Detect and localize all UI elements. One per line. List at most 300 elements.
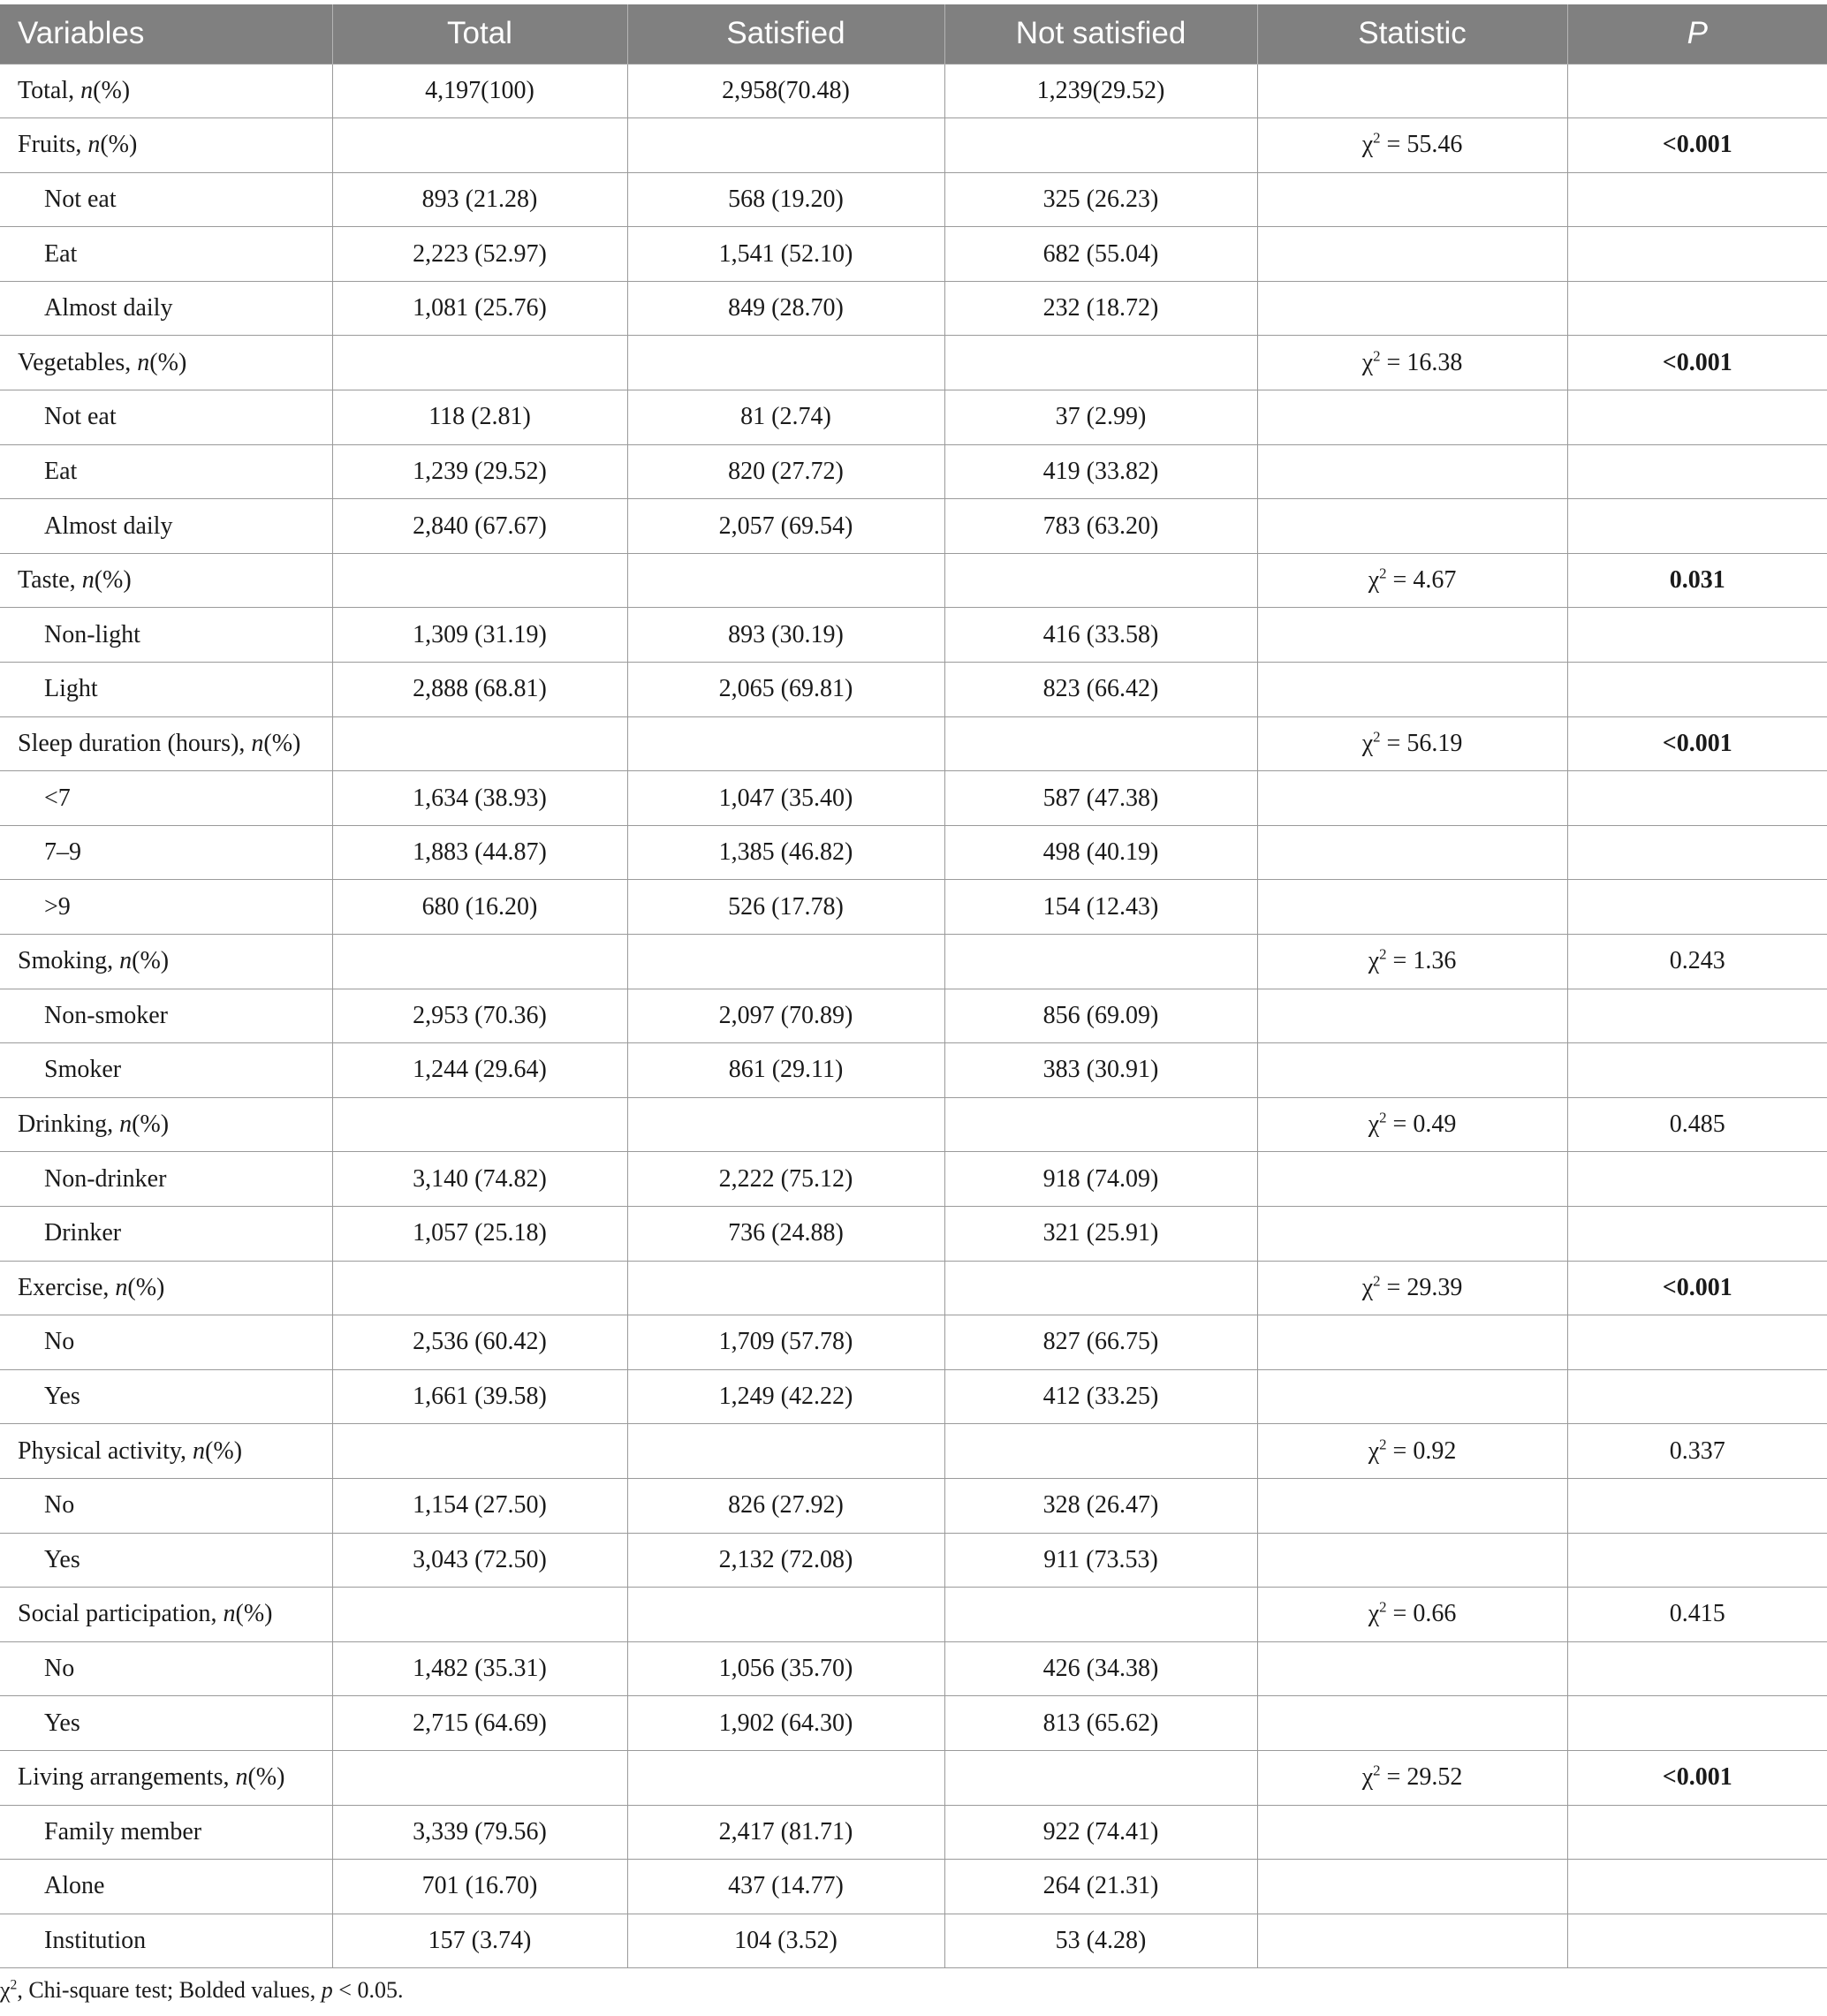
percent-suffix: (%)	[205, 1436, 243, 1465]
cell-statistic	[1257, 1043, 1567, 1098]
cell-satisfied	[627, 118, 944, 173]
cell-not-satisfied: 419 (33.82)	[944, 444, 1257, 499]
cell-statistic	[1257, 553, 1567, 608]
table-row	[0, 663, 1827, 717]
table-row	[0, 1152, 1827, 1207]
cell-p-value: <0.001	[1567, 118, 1827, 173]
variable-label: Alone	[44, 1872, 105, 1900]
cell-p-value: 0.031	[1567, 553, 1827, 608]
cell-total: 1,309 (31.19)	[332, 608, 627, 663]
cell-satisfied: 81 (2.74)	[627, 390, 944, 445]
cell-variable	[0, 1914, 332, 1968]
table-group-row	[0, 716, 1827, 771]
table-row	[0, 281, 1827, 336]
percent-suffix: (%)	[100, 131, 138, 159]
cell-p-value	[1567, 880, 1827, 935]
variable-label: Non-drinker	[44, 1164, 167, 1193]
variable-label: No	[44, 1328, 75, 1356]
header-p: P	[1687, 16, 1708, 51]
cell-satisfied	[627, 716, 944, 771]
equals-sign: =	[1386, 1436, 1414, 1465]
chi-value: 29.39	[1406, 1273, 1463, 1301]
cell-not-satisfied: 37 (2.99)	[944, 390, 1257, 445]
cell-satisfied: 2,417 (81.71)	[627, 1805, 944, 1860]
variable-label: Living arrangements,	[18, 1763, 230, 1792]
cell-total: 680 (16.20)	[332, 880, 627, 935]
cell-variable	[0, 1206, 332, 1261]
cell-total	[332, 1261, 627, 1315]
header-not-satisfied: Not satisfied	[944, 4, 1257, 64]
cell-statistic	[1257, 935, 1567, 989]
cell-p-value	[1567, 771, 1827, 826]
cell-not-satisfied: 412 (33.25)	[944, 1369, 1257, 1424]
cell-variable	[0, 444, 332, 499]
cell-total: 1,661 (39.58)	[332, 1369, 627, 1424]
cell-p-value	[1567, 1206, 1827, 1261]
cell-statistic	[1257, 1315, 1567, 1370]
cell-variable	[0, 1478, 332, 1533]
cell-variable	[0, 989, 332, 1043]
cell-statistic	[1257, 663, 1567, 717]
cell-satisfied: 820 (27.72)	[627, 444, 944, 499]
cell-variable	[0, 1369, 332, 1424]
cell-total: 118 (2.81)	[332, 390, 627, 445]
cell-not-satisfied: 321 (25.91)	[944, 1206, 1257, 1261]
cell-satisfied	[627, 1588, 944, 1642]
chi-value: 16.38	[1406, 348, 1463, 376]
cell-variable	[0, 118, 332, 173]
table-row	[0, 1641, 1827, 1696]
table-group-row	[0, 553, 1827, 608]
chi-exponent: 2	[1373, 130, 1381, 148]
cell-p-value: 0.243	[1567, 935, 1827, 989]
table-row	[0, 1478, 1827, 1533]
cell-not-satisfied: 53 (4.28)	[944, 1914, 1257, 1968]
variable-label: <7	[44, 784, 71, 812]
cell-p-value	[1567, 64, 1827, 118]
cell-p-value: 0.485	[1567, 1097, 1827, 1152]
cell-total: 1,154 (27.50)	[332, 1478, 627, 1533]
variable-label: Exercise,	[18, 1273, 110, 1301]
cell-statistic	[1257, 989, 1567, 1043]
cell-variable	[0, 499, 332, 554]
variable-label: Eat	[44, 239, 78, 268]
cell-p-value	[1567, 608, 1827, 663]
cell-satisfied: 2,057 (69.54)	[627, 499, 944, 554]
cell-not-satisfied	[944, 336, 1257, 390]
cell-variable	[0, 1043, 332, 1098]
cell-not-satisfied: 827 (66.75)	[944, 1315, 1257, 1370]
header-total: Total	[332, 4, 627, 64]
variable-label: Family member	[44, 1817, 202, 1845]
cell-variable	[0, 172, 332, 227]
cell-variable	[0, 1696, 332, 1751]
cell-satisfied: 1,056 (35.70)	[627, 1641, 944, 1696]
cell-total: 1,634 (38.93)	[332, 771, 627, 826]
cell-total	[332, 1750, 627, 1805]
cell-total	[332, 336, 627, 390]
chi-symbol: χ	[1361, 348, 1374, 376]
footnote-p-letter: p	[321, 1977, 333, 2003]
cell-variable	[0, 716, 332, 771]
cell-total: 701 (16.70)	[332, 1860, 627, 1914]
table-group-row	[0, 118, 1827, 173]
cell-variable	[0, 825, 332, 880]
table-group-row	[0, 1588, 1827, 1642]
variable-label: Eat	[44, 457, 78, 485]
cell-total	[332, 1424, 627, 1479]
n-symbol: n	[193, 1436, 206, 1465]
cell-total: 893 (21.28)	[332, 172, 627, 227]
cell-statistic	[1257, 1206, 1567, 1261]
table-row	[0, 444, 1827, 499]
cell-p-value	[1567, 1533, 1827, 1588]
cell-statistic	[1257, 64, 1567, 118]
cell-satisfied: 861 (29.11)	[627, 1043, 944, 1098]
cell-total: 2,536 (60.42)	[332, 1315, 627, 1370]
cell-statistic	[1257, 1860, 1567, 1914]
table-row	[0, 1315, 1827, 1370]
table-row	[0, 825, 1827, 880]
cell-total: 1,244 (29.64)	[332, 1043, 627, 1098]
equals-sign: =	[1380, 729, 1407, 757]
variable-label: Yes	[44, 1545, 80, 1573]
table-row	[0, 172, 1827, 227]
cell-statistic	[1257, 1478, 1567, 1533]
cell-not-satisfied: 232 (18.72)	[944, 281, 1257, 336]
table-group-row	[0, 64, 1827, 118]
chi-symbol: χ	[1368, 947, 1380, 975]
cell-not-satisfied	[944, 1261, 1257, 1315]
cell-statistic	[1257, 336, 1567, 390]
cell-total: 2,953 (70.36)	[332, 989, 627, 1043]
header-statistic: Statistic	[1257, 4, 1567, 64]
variable-label: Vegetables,	[18, 348, 132, 376]
table-body	[0, 64, 1827, 1968]
table-row	[0, 880, 1827, 935]
cell-not-satisfied: 328 (26.47)	[944, 1478, 1257, 1533]
table-row	[0, 1369, 1827, 1424]
cell-variable	[0, 1860, 332, 1914]
cell-p-value	[1567, 390, 1827, 445]
header-satisfied: Satisfied	[627, 4, 944, 64]
cell-variable	[0, 608, 332, 663]
cell-p-value	[1567, 1860, 1827, 1914]
cell-not-satisfied	[944, 716, 1257, 771]
chi-symbol: χ	[1361, 1273, 1374, 1301]
cell-total: 1,482 (35.31)	[332, 1641, 627, 1696]
cell-satisfied: 2,065 (69.81)	[627, 663, 944, 717]
variable-label: Drinker	[44, 1219, 122, 1247]
cell-variable	[0, 336, 332, 390]
cell-total: 4,197(100)	[332, 64, 627, 118]
cell-p-value	[1567, 1043, 1827, 1098]
percent-suffix: (%)	[93, 76, 131, 104]
table-footnote	[0, 1977, 403, 2004]
chi-symbol: χ	[1368, 1600, 1380, 1628]
chi-symbol: χ	[1361, 1763, 1374, 1792]
n-symbol: n	[223, 1600, 236, 1628]
table-header	[0, 4, 1827, 64]
chi-exponent: 2	[1379, 1436, 1387, 1453]
equals-sign: =	[1380, 1763, 1407, 1792]
cell-not-satisfied	[944, 1424, 1257, 1479]
cell-not-satisfied: 264 (21.31)	[944, 1860, 1257, 1914]
cell-total	[332, 1588, 627, 1642]
chi-symbol: χ	[1368, 1436, 1380, 1465]
cell-p-value	[1567, 1478, 1827, 1533]
cell-statistic	[1257, 1261, 1567, 1315]
cell-statistic	[1257, 118, 1567, 173]
chi-exponent: 2	[1379, 1109, 1387, 1126]
n-symbol: n	[87, 131, 101, 159]
chi-value: 56.19	[1406, 729, 1463, 757]
variable-label: Taste,	[18, 566, 76, 595]
variable-label: Total,	[18, 76, 75, 104]
variable-label: Almost daily	[44, 294, 173, 322]
table-row	[0, 771, 1827, 826]
percent-suffix: (%)	[149, 348, 187, 376]
cell-satisfied: 568 (19.20)	[627, 172, 944, 227]
cell-variable	[0, 1750, 332, 1805]
cell-variable	[0, 1315, 332, 1370]
cell-p-value	[1567, 281, 1827, 336]
cell-variable	[0, 1588, 332, 1642]
cell-variable	[0, 390, 332, 445]
chi-value: 0.66	[1413, 1600, 1457, 1628]
cell-not-satisfied: 783 (63.20)	[944, 499, 1257, 554]
cell-variable	[0, 771, 332, 826]
cell-total: 3,043 (72.50)	[332, 1533, 627, 1588]
n-symbol: n	[137, 348, 150, 376]
chi-exponent: 2	[1379, 565, 1387, 582]
cell-variable	[0, 935, 332, 989]
table-group-row	[0, 1750, 1827, 1805]
cell-total: 1,239 (29.52)	[332, 444, 627, 499]
footnote-chi-symbol: χ	[0, 1977, 11, 2003]
cell-statistic	[1257, 390, 1567, 445]
variable-label: Fruits,	[18, 131, 82, 159]
cell-p-value: <0.001	[1567, 1261, 1827, 1315]
cell-statistic	[1257, 227, 1567, 282]
cell-satisfied: 526 (17.78)	[627, 880, 944, 935]
chi-exponent: 2	[1373, 347, 1381, 365]
header-variables: Variables	[0, 4, 332, 64]
variable-label: >9	[44, 892, 71, 921]
variable-label: Non-light	[44, 620, 140, 648]
n-symbol: n	[119, 947, 133, 975]
cell-statistic	[1257, 1152, 1567, 1207]
cell-not-satisfied	[944, 118, 1257, 173]
footnote-chi-exponent: 2	[10, 1977, 18, 1993]
cell-total	[332, 553, 627, 608]
percent-suffix: (%)	[132, 947, 170, 975]
cell-not-satisfied: 682 (55.04)	[944, 227, 1257, 282]
footnote-text-before: , Chi-square test; Bolded values,	[17, 1977, 322, 2003]
footnote-text-after: < 0.05.	[332, 1977, 404, 2003]
variable-label: Social participation,	[18, 1600, 217, 1628]
equals-sign: =	[1386, 1110, 1414, 1139]
variable-label: Almost daily	[44, 512, 173, 540]
cell-satisfied: 2,097 (70.89)	[627, 989, 944, 1043]
n-symbol: n	[119, 1110, 133, 1139]
cell-p-value	[1567, 663, 1827, 717]
cell-not-satisfied: 823 (66.42)	[944, 663, 1257, 717]
cell-p-value	[1567, 1805, 1827, 1860]
results-table	[0, 4, 1827, 1968]
cell-p-value	[1567, 499, 1827, 554]
variable-label: Sleep duration (hours),	[18, 729, 246, 757]
table-group-row	[0, 1097, 1827, 1152]
cell-total: 1,081 (25.76)	[332, 281, 627, 336]
cell-total: 157 (3.74)	[332, 1914, 627, 1968]
table-row	[0, 390, 1827, 445]
cell-statistic	[1257, 499, 1567, 554]
table-row	[0, 227, 1827, 282]
percent-suffix: (%)	[263, 729, 301, 757]
cell-statistic	[1257, 880, 1567, 935]
cell-not-satisfied	[944, 1588, 1257, 1642]
cell-variable	[0, 281, 332, 336]
n-symbol: n	[251, 729, 264, 757]
cell-not-satisfied: 1,239(29.52)	[944, 64, 1257, 118]
cell-satisfied: 437 (14.77)	[627, 1860, 944, 1914]
table-row	[0, 1914, 1827, 1968]
chi-value: 0.92	[1413, 1436, 1457, 1465]
cell-variable	[0, 1424, 332, 1479]
cell-not-satisfied	[944, 935, 1257, 989]
equals-sign: =	[1386, 566, 1414, 595]
cell-p-value	[1567, 1315, 1827, 1370]
cell-statistic	[1257, 172, 1567, 227]
cell-statistic	[1257, 1533, 1567, 1588]
cell-p-value	[1567, 1152, 1827, 1207]
cell-not-satisfied	[944, 1750, 1257, 1805]
cell-p-value: 0.337	[1567, 1424, 1827, 1479]
table-group-row	[0, 1424, 1827, 1479]
percent-suffix: (%)	[132, 1110, 170, 1139]
chi-exponent: 2	[1379, 1599, 1387, 1617]
cell-satisfied	[627, 1424, 944, 1479]
cell-statistic	[1257, 1805, 1567, 1860]
equals-sign: =	[1386, 1600, 1414, 1628]
cell-statistic	[1257, 444, 1567, 499]
cell-p-value: <0.001	[1567, 716, 1827, 771]
cell-p-value	[1567, 1641, 1827, 1696]
n-symbol: n	[115, 1273, 128, 1301]
cell-p-value	[1567, 444, 1827, 499]
cell-statistic	[1257, 825, 1567, 880]
cell-satisfied: 893 (30.19)	[627, 608, 944, 663]
cell-total: 2,888 (68.81)	[332, 663, 627, 717]
cell-p-value	[1567, 825, 1827, 880]
cell-satisfied	[627, 1750, 944, 1805]
variable-label: Yes	[44, 1383, 80, 1411]
cell-satisfied: 849 (28.70)	[627, 281, 944, 336]
table-row	[0, 1696, 1827, 1751]
cell-not-satisfied: 154 (12.43)	[944, 880, 1257, 935]
cell-not-satisfied: 426 (34.38)	[944, 1641, 1257, 1696]
cell-variable	[0, 1641, 332, 1696]
cell-total: 1,057 (25.18)	[332, 1206, 627, 1261]
cell-satisfied: 1,709 (57.78)	[627, 1315, 944, 1370]
percent-suffix: (%)	[235, 1600, 273, 1628]
cell-statistic	[1257, 716, 1567, 771]
cell-statistic	[1257, 1750, 1567, 1805]
chi-exponent: 2	[1373, 728, 1381, 746]
cell-p-value	[1567, 172, 1827, 227]
cell-satisfied: 2,222 (75.12)	[627, 1152, 944, 1207]
cell-not-satisfied: 918 (74.09)	[944, 1152, 1257, 1207]
variable-label: Non-smoker	[44, 1001, 168, 1029]
cell-statistic	[1257, 1641, 1567, 1696]
cell-satisfied: 1,249 (42.22)	[627, 1369, 944, 1424]
chi-value: 0.49	[1413, 1110, 1457, 1139]
table-group-row	[0, 336, 1827, 390]
cell-satisfied: 2,132 (72.08)	[627, 1533, 944, 1588]
cell-p-value: <0.001	[1567, 336, 1827, 390]
table-group-row	[0, 1261, 1827, 1315]
cell-total: 2,223 (52.97)	[332, 227, 627, 282]
cell-satisfied	[627, 1261, 944, 1315]
cell-variable	[0, 227, 332, 282]
variable-label: Not eat	[44, 185, 117, 213]
cell-statistic	[1257, 281, 1567, 336]
cell-statistic	[1257, 1914, 1567, 1968]
cell-satisfied: 736 (24.88)	[627, 1206, 944, 1261]
cell-total: 3,339 (79.56)	[332, 1805, 627, 1860]
cell-satisfied: 1,385 (46.82)	[627, 825, 944, 880]
cell-not-satisfied	[944, 1097, 1257, 1152]
variable-label: 7–9	[44, 838, 81, 867]
table-row	[0, 1043, 1827, 1098]
variable-label: No	[44, 1655, 75, 1683]
variable-label: Yes	[44, 1709, 80, 1737]
cell-statistic	[1257, 1424, 1567, 1479]
variable-label: Light	[44, 675, 98, 703]
table-row	[0, 989, 1827, 1043]
cell-p-value: <0.001	[1567, 1750, 1827, 1805]
cell-p-value	[1567, 1696, 1827, 1751]
cell-not-satisfied: 922 (74.41)	[944, 1805, 1257, 1860]
equals-sign: =	[1380, 131, 1407, 159]
cell-satisfied	[627, 935, 944, 989]
n-symbol: n	[80, 76, 94, 104]
cell-satisfied: 1,047 (35.40)	[627, 771, 944, 826]
cell-total	[332, 1097, 627, 1152]
cell-statistic	[1257, 1696, 1567, 1751]
chi-exponent: 2	[1373, 1272, 1381, 1290]
cell-total: 3,140 (74.82)	[332, 1152, 627, 1207]
variable-label: Drinking,	[18, 1110, 114, 1139]
chi-symbol: χ	[1361, 131, 1374, 159]
cell-total: 2,840 (67.67)	[332, 499, 627, 554]
table-row	[0, 1533, 1827, 1588]
variable-label: Physical activity,	[18, 1436, 187, 1465]
cell-statistic	[1257, 608, 1567, 663]
cell-not-satisfied: 383 (30.91)	[944, 1043, 1257, 1098]
cell-total: 2,715 (64.69)	[332, 1696, 627, 1751]
cell-satisfied: 826 (27.92)	[627, 1478, 944, 1533]
cell-statistic	[1257, 1588, 1567, 1642]
cell-not-satisfied: 498 (40.19)	[944, 825, 1257, 880]
cell-satisfied	[627, 553, 944, 608]
chi-symbol: χ	[1368, 1110, 1380, 1139]
table-row	[0, 608, 1827, 663]
cell-variable	[0, 64, 332, 118]
cell-satisfied: 1,541 (52.10)	[627, 227, 944, 282]
cell-variable	[0, 1805, 332, 1860]
